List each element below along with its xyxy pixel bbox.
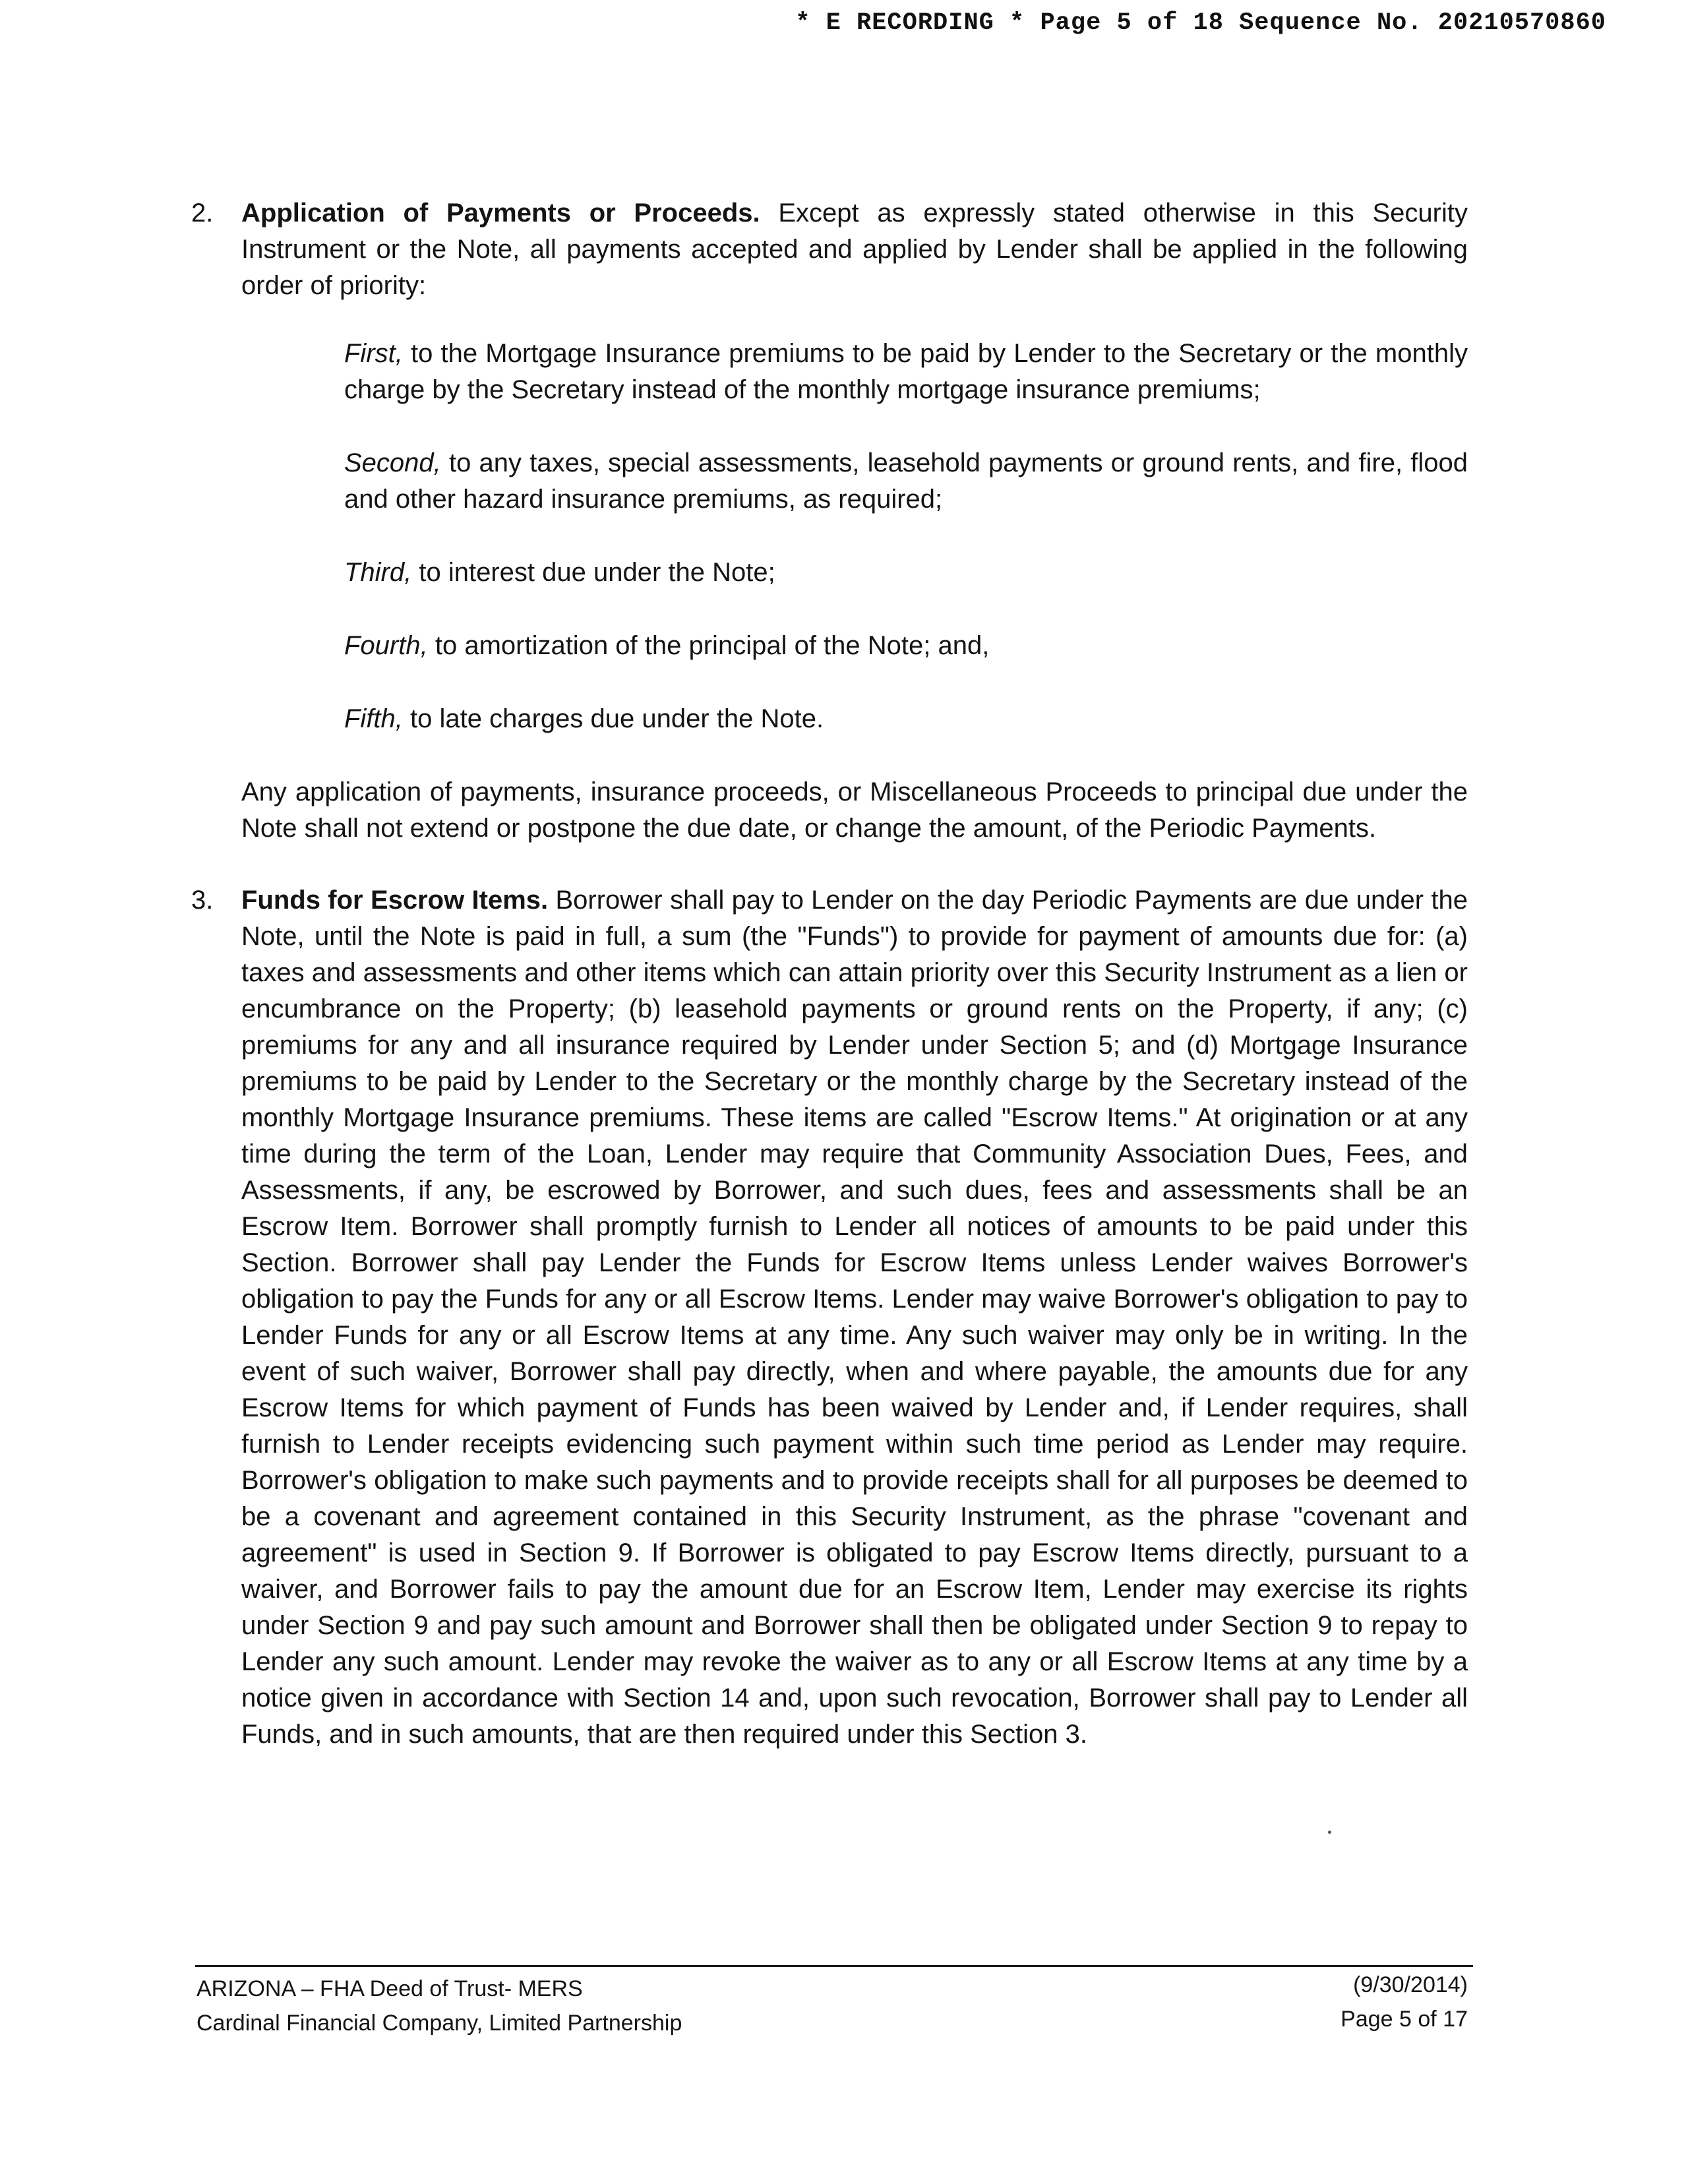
footer-company: Cardinal Financial Company, Limited Partnership (196, 2011, 682, 2036)
section-closing-paragraph: Any application of payments, insurance proceeds, or Miscellaneous Proceeds to principal due under the Note shall not extend or postpone the due date, or change the amount, of the Periodic Payments. (241, 777, 1468, 843)
section-number: 3. (191, 886, 214, 915)
priority-item (344, 336, 1468, 408)
priority-text: to late charges due under the Note. (410, 704, 824, 733)
scan-speck (1328, 1831, 1331, 1834)
footer-form-date: (9/30/2014) (1353, 1972, 1468, 1997)
section-title: Funds for Escrow Items. (241, 886, 549, 915)
priority-text: to any taxes, special assessments, leasehold payments or ground rents, and fire, flood and other hazard insurance premiums, as required; (344, 448, 1468, 514)
footer-page-label: Page 5 of 17 (1341, 2007, 1468, 2032)
priority-item (344, 628, 1468, 664)
section-number: 2. (191, 198, 214, 228)
priority-label: Third, (344, 558, 412, 587)
footer-left (196, 1972, 682, 2040)
priority-label: First, (344, 339, 403, 368)
recording-header: * E RECORDING * Page 5 of 18 Sequence No. 20210570860 (795, 9, 1606, 37)
priority-item (344, 555, 1468, 591)
document-body (191, 195, 1468, 1753)
footer-divider (195, 1965, 1473, 1967)
priority-item (344, 445, 1468, 518)
priority-text: to the Mortgage Insurance premiums to be paid by Lender to the Secretary or the monthly charge by the Secretary instead of the monthly mortgage insurance premiums; (344, 339, 1468, 404)
priority-list (191, 336, 1468, 737)
section-intro-text: Except as expressly stated otherwise in this Security Instrument or the Note, all payments accepted and applied by Lender shall be applied in the following order of priority: (241, 198, 1468, 300)
footer-right (1341, 1968, 1468, 2036)
priority-label: Fourth, (344, 631, 428, 660)
section-body-text: Borrower shall pay to Lender on the day Periodic Payments are due under the Note, until the Note is paid in full, a sum (the "Funds") to provide for payment of amounts due for: (a) taxes and assessments and other items which can attain priority over this Security Instrument as a lien or encumbrance on the Property; (b) leasehold payments or ground rents on the Property, if any; (c) premiums for any and all insurance required by Lender under Section 5; and (d) Mortgage Insurance premiums to be paid by Lender to the Secretary or the monthly charge by the Secretary instead of the monthly Mortgage Insurance premiums. These items are called "Escrow Items." At origination or at any time during the term of the Loan, Lender may require that Community Association Dues, Fees, and Assessments, if any, be escrowed by Borrower, and such dues, fees and assessments shall be an Escrow Item. Borrower shall promptly furnish to Lender all notices of amounts to be paid under this Section. Borrower shall pay Lender the Funds for Escrow Items unless Lender waives Borrower's obligation to pay the Funds for any or all Escrow Items. Lender may waive Borrower's obligation to pay to Lender Funds for any or all Escrow Items at any time. Any such waiver may only be in writing. In the event of such waiver, Borrower shall pay directly, when and where payable, the amounts due for any Escrow Items for which payment of Funds has been waived by Lender and, if Lender requires, shall furnish to Lender receipts evidencing such payment within such time period as Lender may require. Borrower's obligation to make such payments and to provide receipts shall for all purposes be deemed to be a covenant and agreement contained in this Security Instrument, as the phrase "covenant and agreement" is used in Section 9. If Borrower is obligated to pay Escrow Items directly, pursuant to a waiver, and Borrower fails to pay the amount due for an Escrow Item, Lender may exercise its rights under Section 9 and pay such amount and Borrower shall then be obligated under Section 9 to repay to Lender any such amount. Lender may revoke the waiver as to any or all Escrow Items at any time by a notice given in accordance with Section 14 and, upon such revocation, Borrower shall pay to Lender all Funds, and in such amounts, that are then required under this Section 3. (241, 886, 1468, 1749)
section-title: Application of Payments or Proceeds. (241, 198, 760, 228)
section-3 (191, 882, 1468, 1753)
footer-form-title: ARIZONA – FHA Deed of Trust- MERS (196, 1976, 583, 2001)
priority-text: to interest due under the Note; (419, 558, 775, 587)
section-intro-paragraph (241, 195, 1468, 304)
priority-label: Fifth, (344, 704, 403, 733)
priority-label: Second, (344, 448, 441, 477)
section-2 (191, 195, 1468, 304)
section-body-paragraph (241, 882, 1468, 1753)
priority-item (344, 701, 1468, 737)
priority-text: to amortization of the principal of the Note; and, (435, 631, 990, 660)
